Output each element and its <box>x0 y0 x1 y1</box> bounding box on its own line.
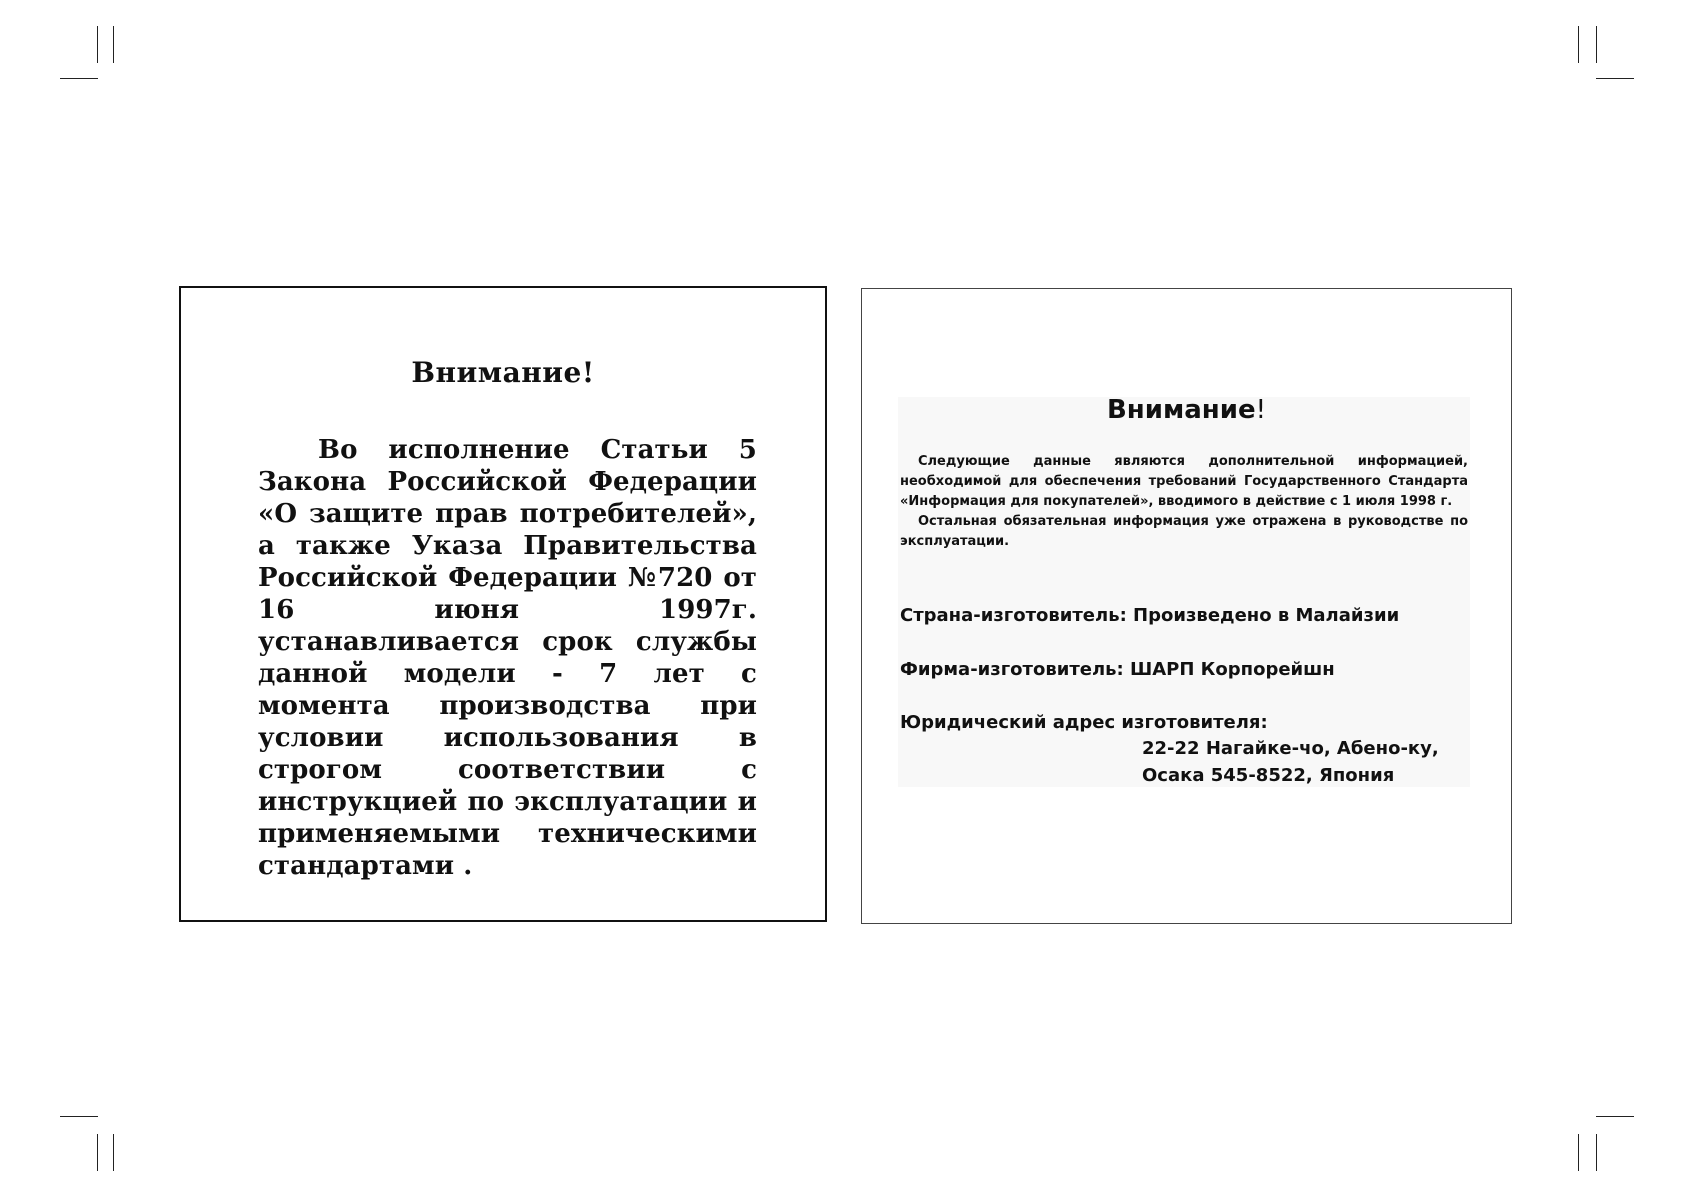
title-text: Внимание <box>1106 395 1256 425</box>
notice-title <box>862 395 1511 425</box>
crop-mark <box>1596 78 1634 79</box>
crop-mark <box>97 26 98 63</box>
crop-mark <box>97 1134 98 1171</box>
manufacturer-firm: Фирма-изготовитель: ШАРП Корпорейшн <box>900 659 1335 680</box>
additional-info-text <box>900 452 1468 552</box>
title-exclamation: ! <box>1255 395 1267 425</box>
crop-mark <box>60 1116 98 1117</box>
crop-mark <box>1578 26 1579 63</box>
notice-paragraph: Следующие данные являются дополнительной информацией, необходимой для обеспечения требований Государственного Стандарта «Информация для покупателей», вводимого в действие с 1 июля 1998 г. <box>900 454 1468 509</box>
legal-address-line: Осака 545-8522, Япония <box>1142 765 1395 786</box>
service-life-notice <box>179 286 827 922</box>
crop-mark <box>1596 1134 1597 1171</box>
crop-mark <box>1596 1116 1634 1117</box>
crop-mark <box>60 78 98 79</box>
crop-mark <box>1578 1134 1579 1171</box>
legal-address-label: Юридический адрес изготовителя: <box>900 712 1268 733</box>
crop-mark <box>113 1134 114 1171</box>
manufacturer-info-notice <box>861 288 1512 924</box>
notice-paragraph: Остальная обязательная информация уже отражена в руководстве по эксплуатации. <box>900 514 1468 549</box>
legal-address-line: 22-22 Нагайке-чо, Абено-ку, <box>1142 738 1439 759</box>
crop-mark <box>113 26 114 63</box>
notice-title: Внимание! <box>411 356 595 389</box>
service-life-text: Во исполнение Статьи 5 Закона Российской Федерации «О защите прав потребителей», а также Указа Правительства Российской Федерации №720 от 16 июня 1997г. устанавливается срок службы данной модели - 7 лет с момента производства при условии использования в строгом соответствии с инструкцией по эксплуатации и применяемыми техническими стандартами . <box>258 435 757 881</box>
country-of-origin: Страна-изготовитель: Произведено в Малайзии <box>900 605 1400 626</box>
crop-mark <box>1596 26 1597 63</box>
